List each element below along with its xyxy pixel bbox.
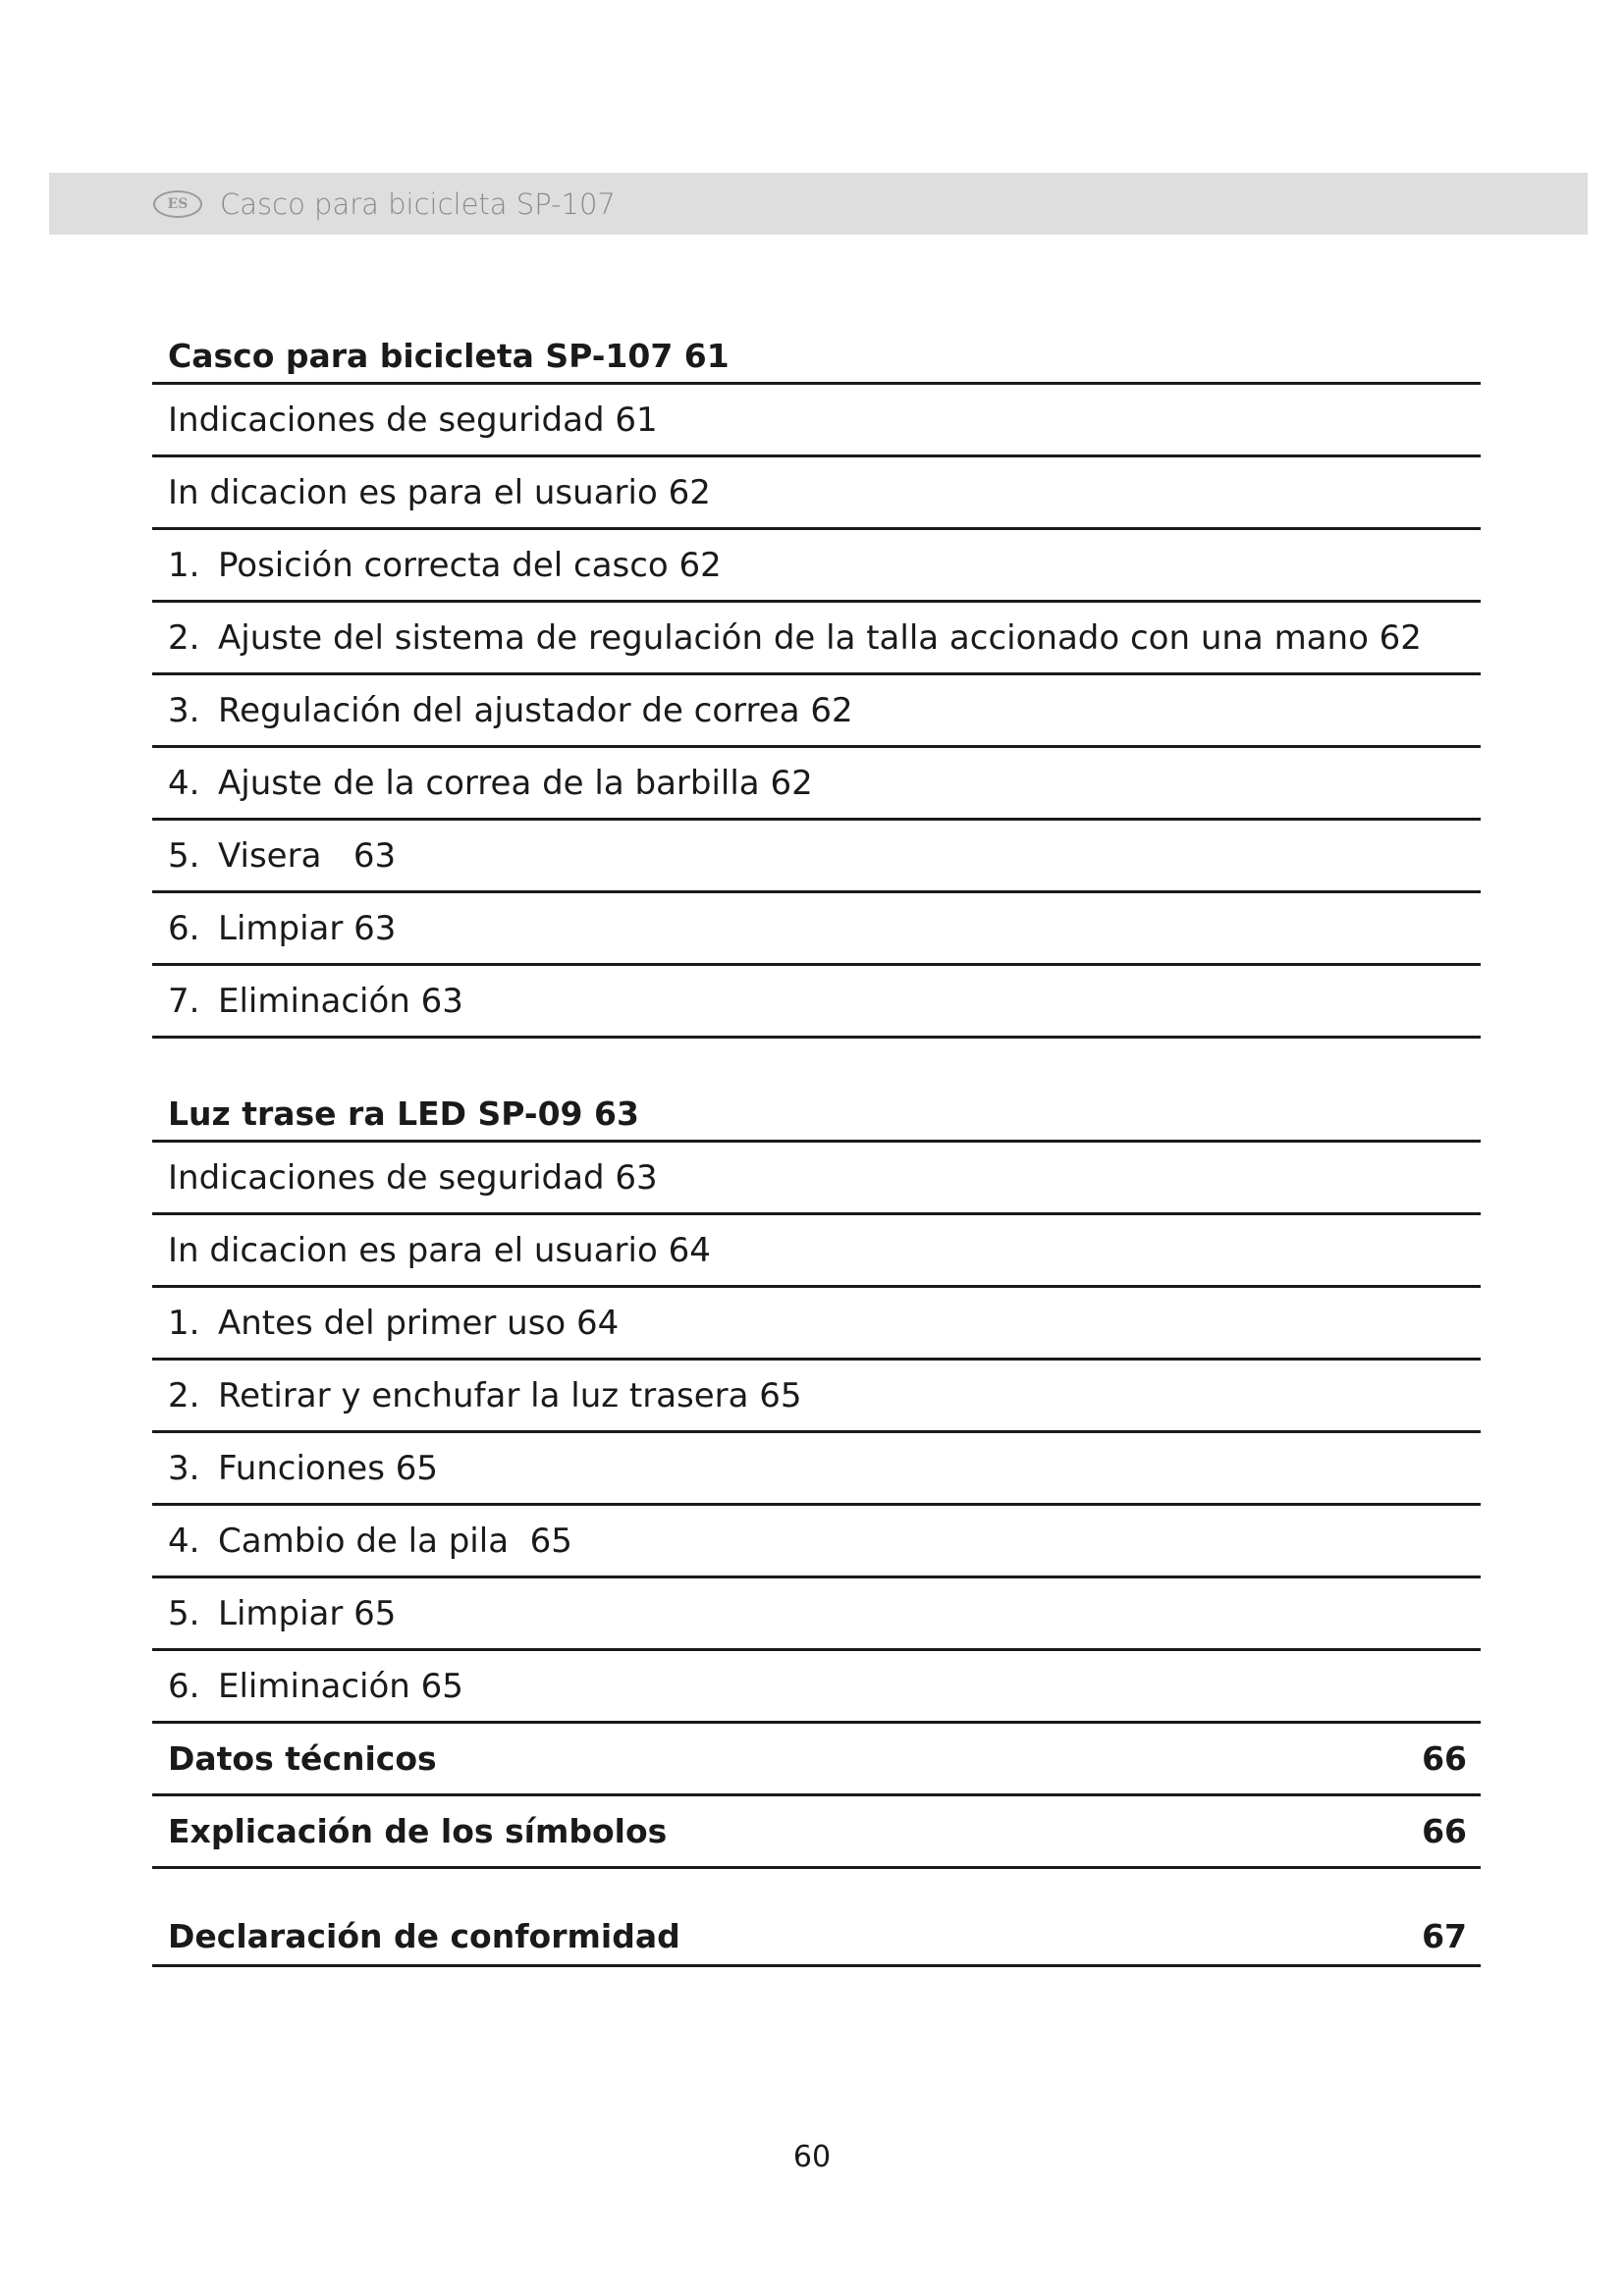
toc-entry-label: In dicacion es para el usuario 64 <box>168 1230 711 1270</box>
toc-entry-label: Ajuste de la correa de la barbilla 62 <box>218 763 813 803</box>
toc-entry-label: Visera 63 <box>218 835 397 876</box>
toc-entry[interactable] <box>152 821 1481 893</box>
toc-entry[interactable] <box>152 1215 1481 1288</box>
toc-entry-number: 1. <box>168 545 200 585</box>
toc-entry-label: Antes del primer uso 64 <box>218 1303 620 1343</box>
toc-entry[interactable] <box>152 1651 1481 1724</box>
language-badge-icon: ES <box>153 190 202 218</box>
toc-entry[interactable] <box>152 1506 1481 1578</box>
toc-entry-page: 67 <box>1422 1917 1467 1955</box>
toc-entry-label: Declaración de conformidad <box>168 1917 680 1955</box>
toc-entry-label: Datos técnicos <box>168 1739 437 1778</box>
toc-heading-label: Casco para bicicleta SP-107 61 <box>168 337 730 375</box>
toc-entry-page: 66 <box>1422 1739 1467 1778</box>
toc-entry-label: Eliminación 65 <box>218 1666 463 1706</box>
toc-entry-number: 6. <box>168 908 200 948</box>
toc-entry[interactable] <box>152 1143 1481 1215</box>
toc-entry-number: 7. <box>168 981 200 1021</box>
toc-entry[interactable] <box>152 603 1481 675</box>
header-bar <box>49 173 1588 235</box>
toc-heading[interactable] <box>152 1076 1481 1143</box>
toc-entry[interactable] <box>152 1361 1481 1433</box>
toc-entry-number: 3. <box>168 1448 200 1488</box>
toc-entry-number: 6. <box>168 1666 200 1706</box>
toc-entry-label: Posición correcta del casco 62 <box>218 545 722 585</box>
toc-entry-label: In dicacion es para el usuario 62 <box>168 472 711 512</box>
toc-section-declaracion <box>152 1877 1481 1967</box>
toc-entry-page: 66 <box>1422 1812 1467 1850</box>
toc-entry-label: Explicación de los símbolos <box>168 1812 668 1850</box>
toc-heading[interactable] <box>152 318 1481 385</box>
toc-entry-number: 2. <box>168 1375 200 1415</box>
toc-entry-declaracion[interactable] <box>152 1877 1481 1967</box>
toc-entry-number: 5. <box>168 1593 200 1633</box>
toc-entry-label: Regulación del ajustador de correa 62 <box>218 690 853 730</box>
header-title: Casco para bicicleta SP-107 <box>220 187 616 221</box>
toc-entry-number: 4. <box>168 1521 200 1561</box>
toc-entry-label: Eliminación 63 <box>218 981 463 1021</box>
toc-entry[interactable] <box>152 893 1481 966</box>
toc-heading-label: Luz trase ra LED SP-09 63 <box>168 1095 639 1133</box>
toc-entry-datos-tecnicos[interactable] <box>152 1724 1481 1796</box>
page-number: 60 <box>792 2140 832 2174</box>
toc-section-casco <box>152 318 1481 1039</box>
toc-entry[interactable] <box>152 457 1481 530</box>
toc-entry-number: 1. <box>168 1303 200 1343</box>
toc-entry[interactable] <box>152 1578 1481 1651</box>
toc-entry[interactable] <box>152 530 1481 603</box>
toc-entry-label: Limpiar 63 <box>218 908 397 948</box>
toc-entry[interactable] <box>152 385 1481 457</box>
toc-entry-label: Indicaciones de seguridad 61 <box>168 400 658 440</box>
toc-entry-explicacion-simbolos[interactable] <box>152 1796 1481 1869</box>
toc-entry[interactable] <box>152 1288 1481 1361</box>
toc-entry-number: 3. <box>168 690 200 730</box>
toc-entry-number: 4. <box>168 763 200 803</box>
toc-entry-number: 2. <box>168 617 200 658</box>
toc-entry-label: Ajuste del sistema de regulación de la talla accionado con una mano 62 <box>218 617 1422 658</box>
toc-entry-label: Retirar y enchufar la luz trasera 65 <box>218 1375 802 1415</box>
toc-entry[interactable] <box>152 966 1481 1039</box>
toc-entry-label: Limpiar 65 <box>218 1593 397 1633</box>
toc-section-luz <box>152 1076 1481 1869</box>
toc-entry-label: Funciones 65 <box>218 1448 438 1488</box>
toc-entry[interactable] <box>152 675 1481 748</box>
toc-entry-label: Indicaciones de seguridad 63 <box>168 1157 658 1198</box>
toc-entry[interactable] <box>152 1433 1481 1506</box>
toc-entry-number: 5. <box>168 835 200 876</box>
toc-entry-label: Cambio de la pila 65 <box>218 1521 572 1561</box>
toc-entry[interactable] <box>152 748 1481 821</box>
